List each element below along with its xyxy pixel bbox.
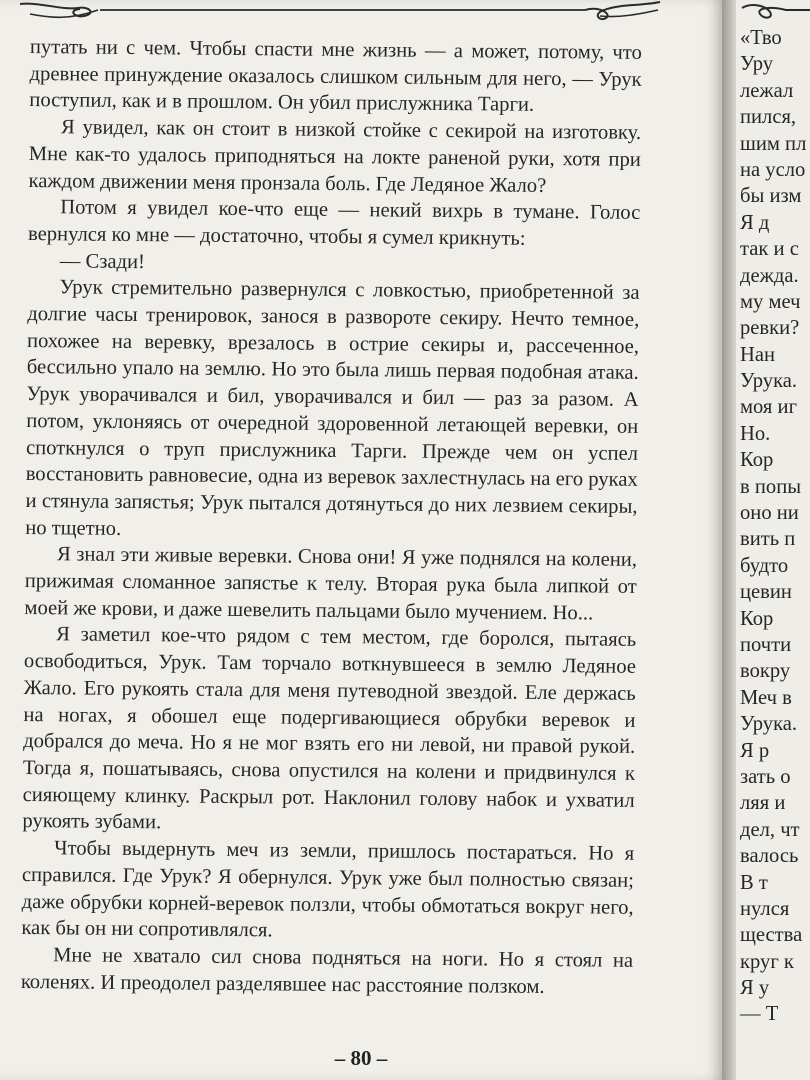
right-page-line: Но. bbox=[740, 422, 771, 445]
paragraph: Я увидел, как он стоит в низкой стойке с секирой на изготовку. Мне как-то удалось приподняться на локте раненой руки, хотя при каждом движении меня пронзала боль. Где Ледяное Жало? bbox=[28, 116, 642, 197]
right-page-line: валось bbox=[740, 845, 799, 868]
right-page-line: так и с bbox=[740, 238, 799, 261]
header-ornament-right-icon bbox=[736, 0, 810, 26]
paragraph: Я заметил кое-что рядом с тем местом, где боролся, пытаясь освободиться, Урук. Там торчало воткнувшееся в землю Ледяное Жало. Его рукоять стала для меня путеводной звездой. Еле держась на ногах, я обошел еще подергивающиеся обрубки веревок и добрался до меча. Но я не мог взять его ни левой, ни правой рукой. Тогда я, пошатываясь, снова опустился на колени и придвинулся к сияющему клинку. Раскрыл рот. Наклонил голову набок и ухватил рукоять зубами. bbox=[22, 623, 637, 834]
right-page-line: вокру bbox=[740, 660, 791, 683]
right-page-line: зать о bbox=[740, 765, 791, 788]
right-page-line: Кор bbox=[740, 449, 774, 472]
right-page-line: Урука. bbox=[740, 713, 798, 736]
header-ornament-icon bbox=[0, 0, 722, 26]
right-page-line: в попы bbox=[740, 475, 802, 498]
page-number: – 80 – bbox=[334, 1046, 388, 1070]
paragraph: Урук стремительно развернулся с ловкостью, приобретенной за долгие часы тренировок, занося в развороте секиру. Нечто темное, похожее на веревку, врезалось в острие секиры и, рассеченное, бессильно упало на землю. Но это была лишь первая подобная атака. Урук уворачивался и бил, уворачивался и бил — раз за разом. А потом, уклоняясь от очередной здоровенной летающей веревки, он споткнулся о труп прислужника Тарги. Прежде чем он успел восстановить равновесие, одна из веревок захлестнулась на его руках и стянула запястья; Урук пытался дотянуться до них лезвием секиры, но тщетно. bbox=[25, 276, 640, 540]
paragraph: Чтобы выдернуть меч из земли, пришлось постараться. Но я справился. Где Урук? Я обернулся. Урук уже был полностью связан; даже обрубки корней-веревок ползли, чтобы обмотаться вокруг него, как бы он ни сопротивлялся. bbox=[21, 837, 635, 942]
right-page-line: вить п bbox=[740, 528, 796, 551]
right-page-line: нулся bbox=[740, 897, 790, 920]
right-page-text-fragments bbox=[740, 25, 810, 1028]
right-page-line: круг к bbox=[740, 950, 794, 973]
right-page-line: Я р bbox=[740, 739, 770, 762]
paragraph: Я знал эти живые веревки. Снова они! Я уже поднялся на колени, прижимая сломанное запястье к телу. Вторая рука была липкой от моей же крови, и даже шевелить пальцами было мучением. Но... bbox=[24, 543, 638, 625]
right-page-line: Нан bbox=[740, 343, 776, 366]
right-page-line: — Т bbox=[740, 1003, 779, 1026]
right-page-line: моя иг bbox=[740, 396, 798, 419]
right-page-line: В т bbox=[740, 871, 768, 894]
right-page-line: оно ни bbox=[740, 502, 799, 525]
right-page-line: Я у bbox=[740, 977, 770, 1000]
right-page-line: лежал bbox=[740, 79, 794, 102]
right-page-line: Уру bbox=[740, 53, 774, 76]
right-page-line: «Тво bbox=[740, 27, 782, 49]
right-page-line: пился, bbox=[740, 106, 797, 129]
right-page-line: шим пл bbox=[740, 132, 807, 155]
right-page-line: дел, чт bbox=[740, 818, 800, 841]
right-page-line: му меч bbox=[740, 290, 801, 313]
right-page-line: будто bbox=[740, 554, 789, 577]
right-page-line: Кор bbox=[740, 607, 774, 630]
right-page-line: ляя и bbox=[740, 792, 786, 815]
paragraph: путать ни с чем. Чтобы спасти мне жизнь — а может, потому, что древнее принуждение оказалось слишком сильным для него, — Урук поступил, как и в прошлом. Он убил прислужника Тарги. bbox=[29, 35, 642, 117]
paragraph: — Сзади! bbox=[59, 249, 146, 273]
paragraph: Потом я увидел кое-что еще — некий вихрь в тумане. Голос вернулся ко мне — достаточно, чтобы я сумел крикнуть: bbox=[27, 196, 641, 250]
right-page-line: щества bbox=[740, 924, 803, 947]
right-page-line: Урука. bbox=[740, 370, 798, 393]
right-page-line: дежда. bbox=[740, 264, 799, 287]
right-page-line: почти bbox=[740, 633, 792, 656]
right-page-line: Меч в bbox=[740, 686, 792, 709]
right-page-line: ревки? bbox=[740, 317, 800, 340]
right-page-line: на усло bbox=[740, 158, 806, 181]
right-page-line: цевин bbox=[740, 581, 792, 604]
right-page-line: бы изм bbox=[740, 185, 802, 208]
right-page bbox=[736, 0, 810, 1080]
paragraph: Мне не хватало сил снова подняться на ноги. Но я стоял на коленях. И преодолел разделявшее нас расстояние ползком. bbox=[20, 944, 634, 998]
right-page-line: Я д bbox=[740, 211, 770, 234]
main-text-block bbox=[21, 34, 642, 1001]
book-gutter bbox=[722, 0, 736, 1080]
